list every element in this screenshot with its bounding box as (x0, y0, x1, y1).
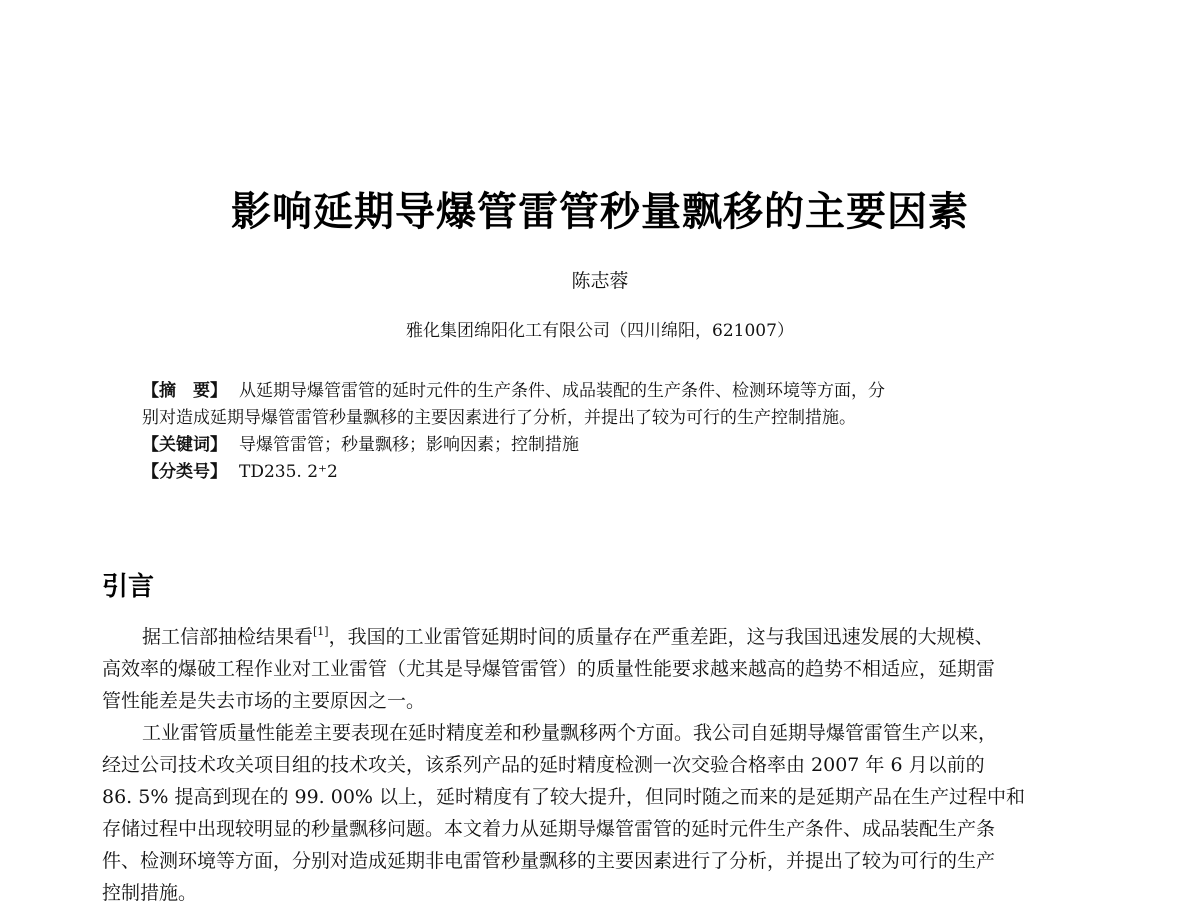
para1-text-b: ，我国的工业雷管延期时间的质量存在严重差距，这与我国迅速发展的大规模、 (328, 626, 994, 648)
keywords-label: 【关键词】 (142, 435, 227, 455)
abstract-line (142, 405, 1072, 432)
classification-text: TD235. 2⁺2 (239, 462, 338, 482)
paper-title: 影响延期导爆管雷管秒量飘移的主要因素 (231, 188, 969, 235)
section-heading: 引言 (102, 572, 155, 602)
abstract-text-1: 从延期导爆管雷管的延时元件的生产条件、成品装配的生产条件、检测环境等方面，分 (239, 381, 885, 401)
paragraph-line: 管性能差是失去市场的主要原因之一。 (102, 690, 426, 712)
paragraph-line: 经过公司技术攻关项目组的技术攻关，该系列产品的延时精度检测一次交验合格率由 2007 年 6 月以前的 (102, 754, 985, 776)
paragraph-line: 控制措施。 (102, 882, 198, 904)
paragraph-line: 高效率的爆破工程作业对工业雷管（尤其是导爆管雷管）的质量性能要求越来越高的趋势不相适应，延期雷 (102, 658, 996, 680)
abstract-line (142, 378, 1072, 405)
abstract-block (142, 378, 1072, 486)
classification-label: 【分类号】 (142, 462, 227, 482)
classification-line (142, 459, 1072, 486)
paragraph-line: 工业雷管质量性能差主要表现在延时精度差和秒量飘移两个方面。我公司自延期导爆管雷管生产以来， (142, 722, 998, 744)
citation-ref[interactable]: [1] (313, 625, 329, 638)
paragraph-line: 存储过程中出现较明显的秒量飘移问题。本文着力从延期导爆管雷管的延时元件生产条件、成品装配生产条 (102, 818, 996, 840)
abstract-text-2: 别对造成延期导爆管雷管秒量飘移的主要因素进行了分析，并提出了较为可行的生产控制措施。 (142, 408, 856, 428)
abstract-label: 【摘 要】 (142, 381, 227, 401)
section-body (102, 621, 1117, 909)
author-affiliation: 雅化集团绵阳化工有限公司（四川绵阳，621007） (406, 321, 794, 341)
paragraph-line: 件、检测环境等方面，分别对造成延期非电雷管秒量飘移的主要因素进行了分析，并提出了较为可行的生产 (102, 850, 996, 872)
paragraph-line (102, 621, 1117, 653)
keywords-text: 导爆管雷管；秒量飘移；影响因素；控制措施 (239, 435, 579, 455)
keywords-line (142, 432, 1072, 459)
paragraph-line: 86. 5% 提高到现在的 99. 00% 以上，延时精度有了较大提升，但同时随之而来的是延期产品在生产过程中和 (102, 786, 1026, 808)
para1-text-a: 据工信部抽检结果看 (142, 626, 314, 648)
author-name: 陈志蓉 (571, 270, 629, 292)
